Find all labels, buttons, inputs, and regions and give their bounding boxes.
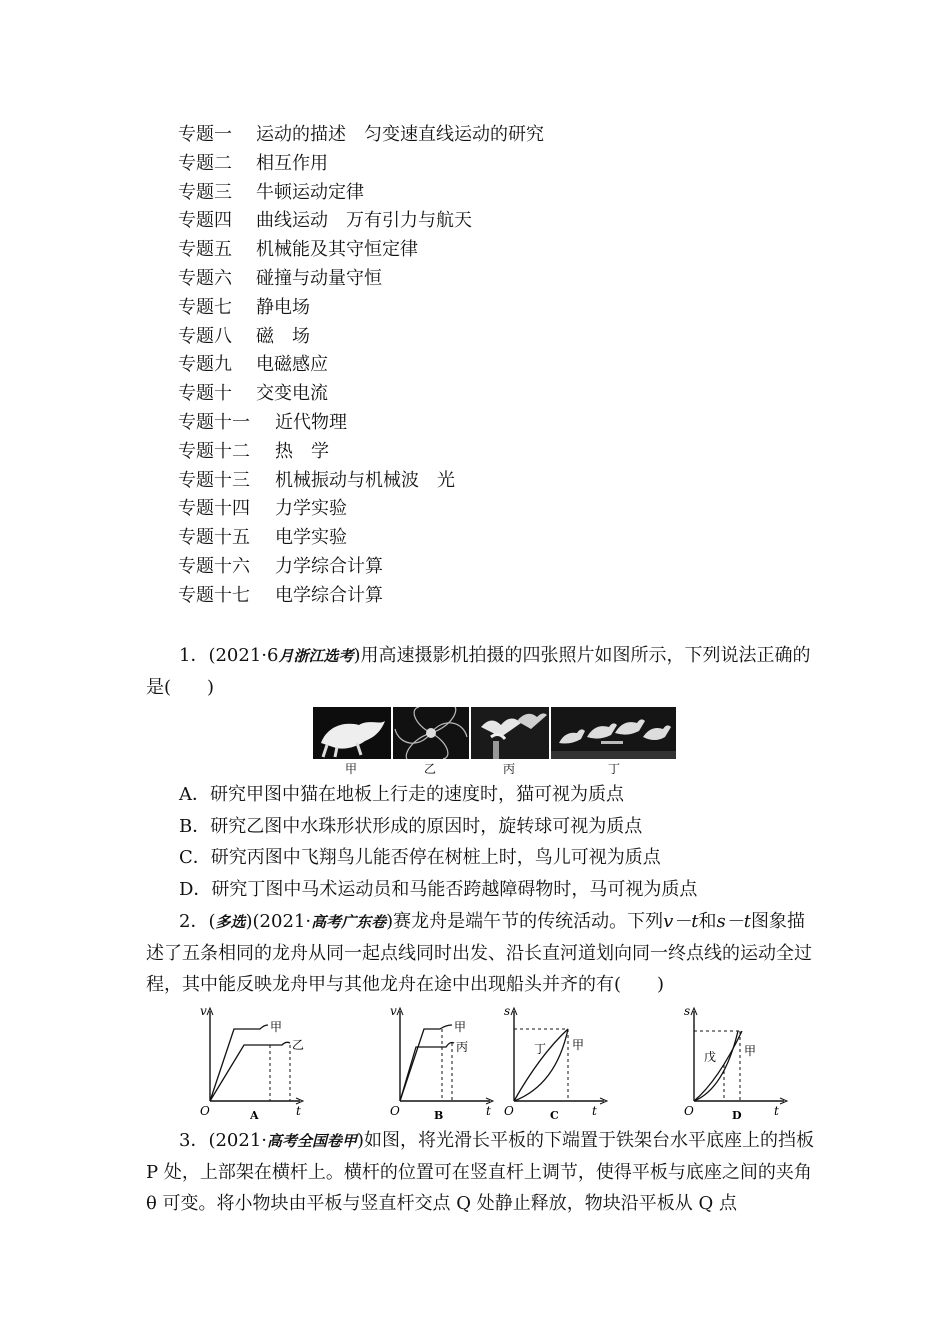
toc-item[interactable]: 专题三 牛顿运动定律 (178, 181, 364, 203)
graph-x-axis-label: t (486, 1104, 491, 1118)
graph-origin-label: O (504, 1104, 514, 1118)
graph-a[interactable] (200, 1005, 304, 1122)
toc-item[interactable]: 专题十 交变电流 (178, 383, 328, 405)
graph-b[interactable] (390, 1005, 493, 1122)
option-d[interactable]: D．研究丁图中马术运动员和马能否跨越障碍物时，马可视为质点 (179, 878, 698, 900)
toc-item[interactable]: 专题十三 机械振动与机械波 光 (178, 469, 455, 491)
option-a[interactable]: A．研究甲图中猫在地板上行走的速度时，猫可视为质点 (179, 784, 624, 805)
curve-label: 甲 (572, 1038, 585, 1052)
motion-graphs (196, 1005, 796, 1123)
graph-y-axis-label: s (504, 1005, 511, 1018)
toc-item[interactable]: 专题七 静电场 (178, 296, 310, 318)
spinning-ball-photo (393, 707, 469, 759)
toc-item[interactable]: 专题十六 力学综合计算 (178, 555, 383, 577)
graph-letter: D (732, 1109, 742, 1122)
curve-label: 甲 (454, 1020, 467, 1034)
question-1-stem: 1．(2021·6月浙江选考)用高速摄影机拍摄的四张照片如图所示，下列说法正确的是( ) (146, 645, 811, 698)
toc-item[interactable]: 专题十五 电学实验 (178, 527, 347, 549)
toc-item[interactable]: 专题九 电磁感应 (178, 354, 328, 376)
toc-item[interactable]: 专题六 碰撞与动量守恒 (178, 267, 382, 289)
bird-photo (471, 707, 549, 759)
question-2 (146, 906, 818, 1000)
photo-label: 乙 (423, 762, 436, 776)
curve-label: 戊 (704, 1050, 717, 1064)
photo-label: 丙 (502, 762, 515, 776)
toc-item[interactable]: 专题八 磁 场 (178, 325, 310, 347)
option-b[interactable]: B．研究乙图中水珠形状形成的原因时，旋转球可视为质点 (179, 815, 643, 837)
option-c[interactable]: C．研究丙图中飞翔鸟儿能否停在树桩上时，鸟儿可视为质点 (179, 847, 661, 868)
graph-letter: C (550, 1109, 559, 1122)
graph-c[interactable] (504, 1005, 607, 1122)
curve-label: 乙 (292, 1038, 305, 1052)
toc-item[interactable]: 专题十一 近代物理 (178, 411, 347, 433)
graph-d[interactable] (684, 1005, 787, 1122)
photo-label: 甲 (344, 762, 357, 776)
toc-item[interactable]: 专题五 机械能及其守恒定律 (178, 239, 418, 261)
horse-jump-photo (551, 707, 676, 759)
question-1 (146, 640, 818, 703)
graph-letter: B (434, 1109, 444, 1122)
graph-letter: A (250, 1109, 259, 1122)
graph-origin-label: O (200, 1104, 210, 1118)
toc-item[interactable]: 专题十七 电学综合计算 (178, 584, 383, 606)
graph-y-axis-label: v (390, 1005, 397, 1018)
table-of-contents (178, 121, 678, 611)
graph-y-axis-label: v (200, 1005, 207, 1018)
curve-label: 甲 (270, 1020, 283, 1034)
toc-item[interactable]: 专题十二 热 学 (178, 440, 329, 462)
curve-label: 丁 (534, 1042, 547, 1056)
graph-x-axis-label: t (592, 1104, 597, 1118)
toc-item[interactable]: 专题一 运动的描述 匀变速直线运动的研究 (178, 124, 544, 145)
question-1-options (146, 779, 818, 905)
graph-origin-label: O (390, 1104, 400, 1118)
graph-x-axis-label: t (296, 1104, 301, 1118)
toc-item[interactable]: 专题二 相互作用 (178, 152, 328, 174)
question-2-stem: 2．(多选)(2021·高考广东卷)赛龙舟是端午节的传统活动。下列v－t和s－t图象描述了五条相同的龙舟从同一起点线同时出发、沿长直河道划向同一终点线的运动全过程，其中能反映龙舟甲与其他龙舟在途中出现船头并齐的有( ) (146, 911, 812, 995)
toc-item[interactable]: 专题四 曲线运动 万有引力与航天 (178, 210, 472, 232)
graph-x-axis-label: t (774, 1104, 779, 1118)
photo-strip (313, 707, 676, 777)
question-3-stem: 3．(2021·高考全国卷甲)如图，将光滑长平板的下端置于铁架台水平底座上的挡板 P 处，上部架在横杆上。横杆的位置可在竖直杆上调节，使得平板与底座之间的夹角 θ 可变。将小物块由平板与竖直杆交点 Q 处静止释放，物块沿平板从 Q 点 (146, 1130, 815, 1214)
curve-label: 甲 (744, 1044, 757, 1058)
graph-y-axis-label: s (684, 1005, 691, 1018)
toc-item[interactable]: 专题十四 力学实验 (178, 498, 347, 520)
graph-origin-label: O (684, 1104, 694, 1118)
photo-label: 丁 (607, 762, 620, 776)
curve-label: 丙 (456, 1040, 469, 1054)
question-3 (146, 1125, 818, 1219)
cat-photo (313, 707, 391, 759)
